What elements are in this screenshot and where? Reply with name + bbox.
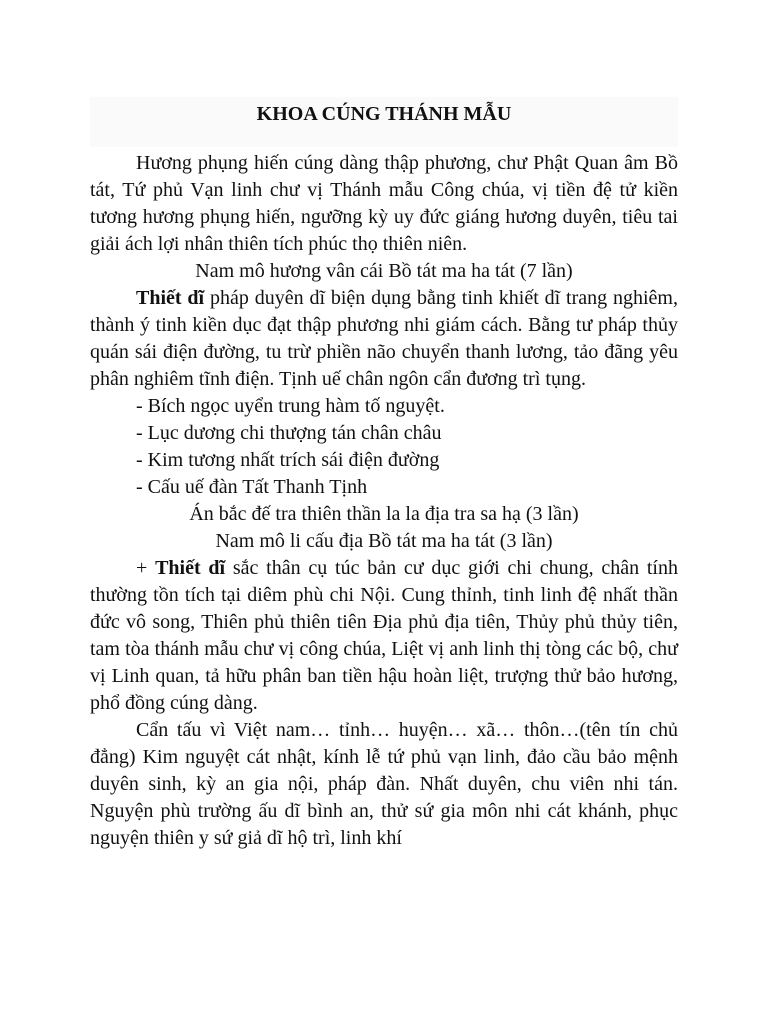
verse-line-2: - Lục dương chi thượng tán chân châu [136, 422, 442, 444]
chant-line-2: Án bắc đế tra thiên thần la la địa tra sa hạ (3 lần) [189, 503, 579, 525]
verse-line-3: - Kim tương nhất trích sái điện đường [136, 449, 440, 471]
chant-line-1: Nam mô hương vân cái Bồ tát ma ha tát (7 lần) [195, 260, 573, 282]
verse-line-4: - Cấu uế đàn Tất Thanh Tịnh [136, 476, 368, 498]
paragraph-3 [90, 555, 678, 717]
paragraph-3-lead: Thiết dĩ [155, 557, 226, 579]
paragraph-3-prefix: + [136, 557, 156, 579]
paragraph-2-text: pháp duyên dĩ biện dụng bằng tinh khiết dĩ trang nghiêm, thành ý tinh kiền dục đạt thập phương nhi giám cách. Bằng tư pháp thủy quán sái điện đường, tu trừ phiền não chuyển thanh lương, tảo đãng yêu phân nghiêm tĩnh điện. Tịnh uế chân ngôn cẩn đương trì tụng. [90, 287, 678, 390]
document-page [90, 0, 678, 1024]
document-title: KHOA CÚNG THÁNH MẪU [256, 103, 512, 125]
verse-line-1: - Bích ngọc uyển trung hàm tố nguyệt. [136, 395, 445, 417]
paragraph-4: Cẩn tấu vì Việt nam… tỉnh… huyện… xã… thôn…(tên tín chủ đẳng) Kim nguyệt cát nhật, kính lễ tứ phủ vạn linh, đảo cầu bảo mệnh duyên sinh, kỳ an gia nội, pháp đàn. Nhất duyên, chu viên nhi tán. Nguyện phù trường ấu dĩ bình an, thử sứ gia môn nhi cát khánh, phục nguyện thiên y sứ giả dĩ hộ trì, linh khí [90, 719, 678, 849]
paragraph-3-text: sắc thân cụ túc bản cư dục giới chi chung, chân tính thường tồn tích tại diêm phù chi Nội. Cung thỉnh, tinh linh đệ nhất thần đức vô song, Thiên phủ thiên tiên Địa phủ địa tiên, Thủy phủ thủy tiên, tam tòa thánh mẫu chư vị công chúa, Liệt vị anh linh thị tòng các bộ, chư vị Linh quan, tả hữu phân ban tiền hậu hoàn liệt, trượng thử bảo hương, phổ đồng cúng dàng. [90, 557, 678, 714]
paragraph-2 [90, 285, 678, 393]
chant-line-3: Nam mô li cấu địa Bồ tát ma ha tát (3 lần) [215, 530, 553, 552]
paragraph-2-lead: Thiết dĩ [136, 287, 205, 309]
document-body [90, 150, 678, 852]
paragraph-1: Hương phụng hiến cúng dàng thập phương, chư Phật Quan âm Bồ tát, Tứ phủ Vạn linh chư vị Thánh mẫu Công chúa, vị tiền đệ tử kiền tương hương phụng hiến, ngưỡng kỳ uy đức giáng hương duyên, tiêu tai giải ách lợi nhân thiên tích phúc thọ thiên niên. [90, 152, 678, 255]
